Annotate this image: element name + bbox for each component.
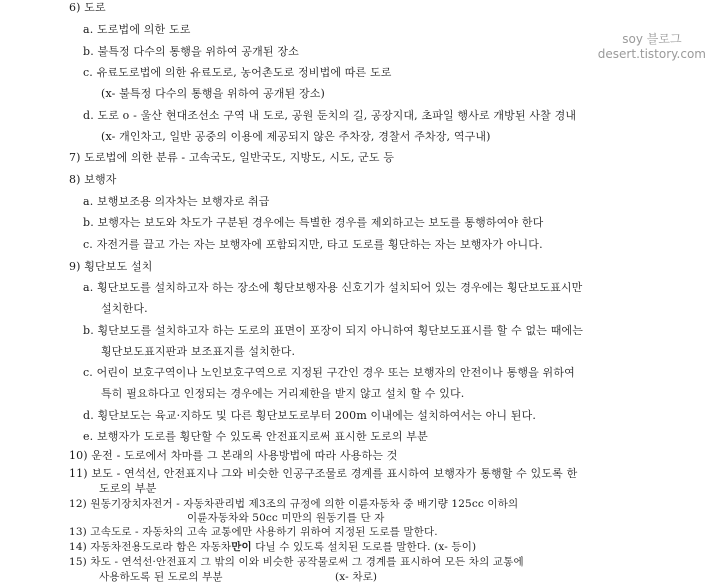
list-item-9e: e. 보행자가 도로를 횡단할 수 있도록 안전표지로써 표시한 도로의 부분 bbox=[83, 430, 428, 443]
section-14-text-start: 14) 자동차전용도로라 함은 자동차 bbox=[69, 541, 232, 553]
list-item-9a: a. 횡단보도를 설치하고자 하는 장소에 횡단보행자용 신호기가 설치되어 있는 경우에는 횡단보도표시만 bbox=[83, 281, 583, 294]
list-item-6b: b. 불특정 다수의 통행을 위하여 공개된 장소 bbox=[83, 45, 299, 58]
watermark-blog-url: desert.tistory.com bbox=[597, 47, 706, 61]
section-11-line: 11) 보도 - 연석선, 안전표지나 그와 비슷한 인공구조물로 경계를 표시하여 보행자가 통행할 수 있도록 한 bbox=[69, 467, 578, 480]
section-7-heading: 7) 도로법에 의한 분류 - 고속국도, 일반국도, 지방도, 시도, 군도 등 bbox=[69, 151, 395, 164]
section-12-cont: 이륜자동차와 50cc 미만의 원동기를 단 자 bbox=[187, 512, 385, 524]
list-item-8c: c. 자전거를 끌고 가는 자는 보행자에 포함되지만, 타고 도로를 횡단하는 자는 보행자가 아니다. bbox=[83, 238, 543, 251]
list-item-9c: c. 어린이 보호구역이나 노인보호구역으로 지정된 구간인 경우 또는 보행자의 안전이나 통행을 위하여 bbox=[83, 366, 575, 379]
section-14-line bbox=[69, 541, 476, 554]
watermark-blog-name: soy 블로그 bbox=[622, 32, 682, 46]
list-item-8b: b. 보행자는 보도와 차도가 구분된 경우에는 특별한 경우를 제외하고는 보도를 통행하여야 한다 bbox=[83, 216, 544, 229]
list-item-6d-note: (x- 개인차고, 일반 공중의 이용에 제공되지 않은 주차장, 경찰서 주차장, 역구내) bbox=[101, 130, 491, 143]
list-item-6a: a. 도로법에 의한 도로 bbox=[83, 23, 191, 36]
list-item-6c-note: (x- 불특정 다수의 통행을 위하여 공개된 장소) bbox=[101, 87, 325, 100]
section-11-cont: 도로의 부분 bbox=[99, 482, 157, 495]
list-item-6d: d. 도로 o - 울산 현대조선소 구역 내 도로, 공원 둔치의 길, 공장지대, 초파일 행사로 개방된 사찰 경내 bbox=[83, 109, 577, 122]
section-6-heading: 6) 도로 bbox=[69, 1, 106, 14]
list-item-9d: d. 횡단보도는 육교·지하도 및 다른 횡단보도로부터 200m 이내에는 설치하여서는 아니 된다. bbox=[83, 409, 537, 422]
list-item-9c-cont: 특히 필요하다고 인정되는 경우에는 거리제한을 받지 않고 설치 할 수 있다. bbox=[101, 387, 465, 400]
blog-watermark bbox=[598, 32, 706, 62]
section-15-cont: 사용하도록 된 도로의 부분 bbox=[99, 571, 223, 583]
list-item-9b: b. 횡단보도를 설치하고자 하는 도로의 표면이 포장이 되지 아니하여 횡단보도표시를 할 수 없는 때에는 bbox=[83, 324, 584, 337]
section-12-line: 12) 원동기장치자전거 - 자동차관리법 제3조의 규정에 의한 이륜자동차 중 배기량 125cc 이하의 bbox=[69, 498, 519, 510]
list-item-8a: a. 보행보조용 의자차는 보행자로 취급 bbox=[83, 195, 270, 208]
section-9-heading: 9) 횡단보도 설치 bbox=[69, 260, 153, 273]
section-14-text-end: 다닐 수 있도록 설치된 도로를 말한다. (x- 등이) bbox=[251, 541, 477, 553]
section-13-line: 13) 고속도로 - 자동차의 고속 교통에만 사용하기 위하여 지정된 도로를 말한다. bbox=[69, 526, 438, 538]
section-15-line: 15) 차도 - 연석선·안전표지 그 밖의 이와 비슷한 공작물로써 그 경계를 표시하여 모든 차의 교통에 bbox=[69, 556, 524, 568]
section-8-heading: 8) 보행자 bbox=[69, 173, 117, 186]
list-item-6c: c. 유료도로법에 의한 유료도로, 농어촌도로 정비법에 따른 도로 bbox=[83, 66, 392, 79]
section-10-line: 10) 운전 - 도로에서 차마를 그 본래의 사용방법에 따라 사용하는 것 bbox=[69, 449, 398, 462]
section-15-note: (x- 차로) bbox=[335, 571, 378, 583]
section-14-emphasis: 만이 bbox=[231, 541, 252, 553]
list-item-9b-cont: 횡단보도표지판과 보조표지를 설치한다. bbox=[101, 345, 296, 358]
list-item-9a-cont: 설치한다. bbox=[101, 302, 148, 315]
